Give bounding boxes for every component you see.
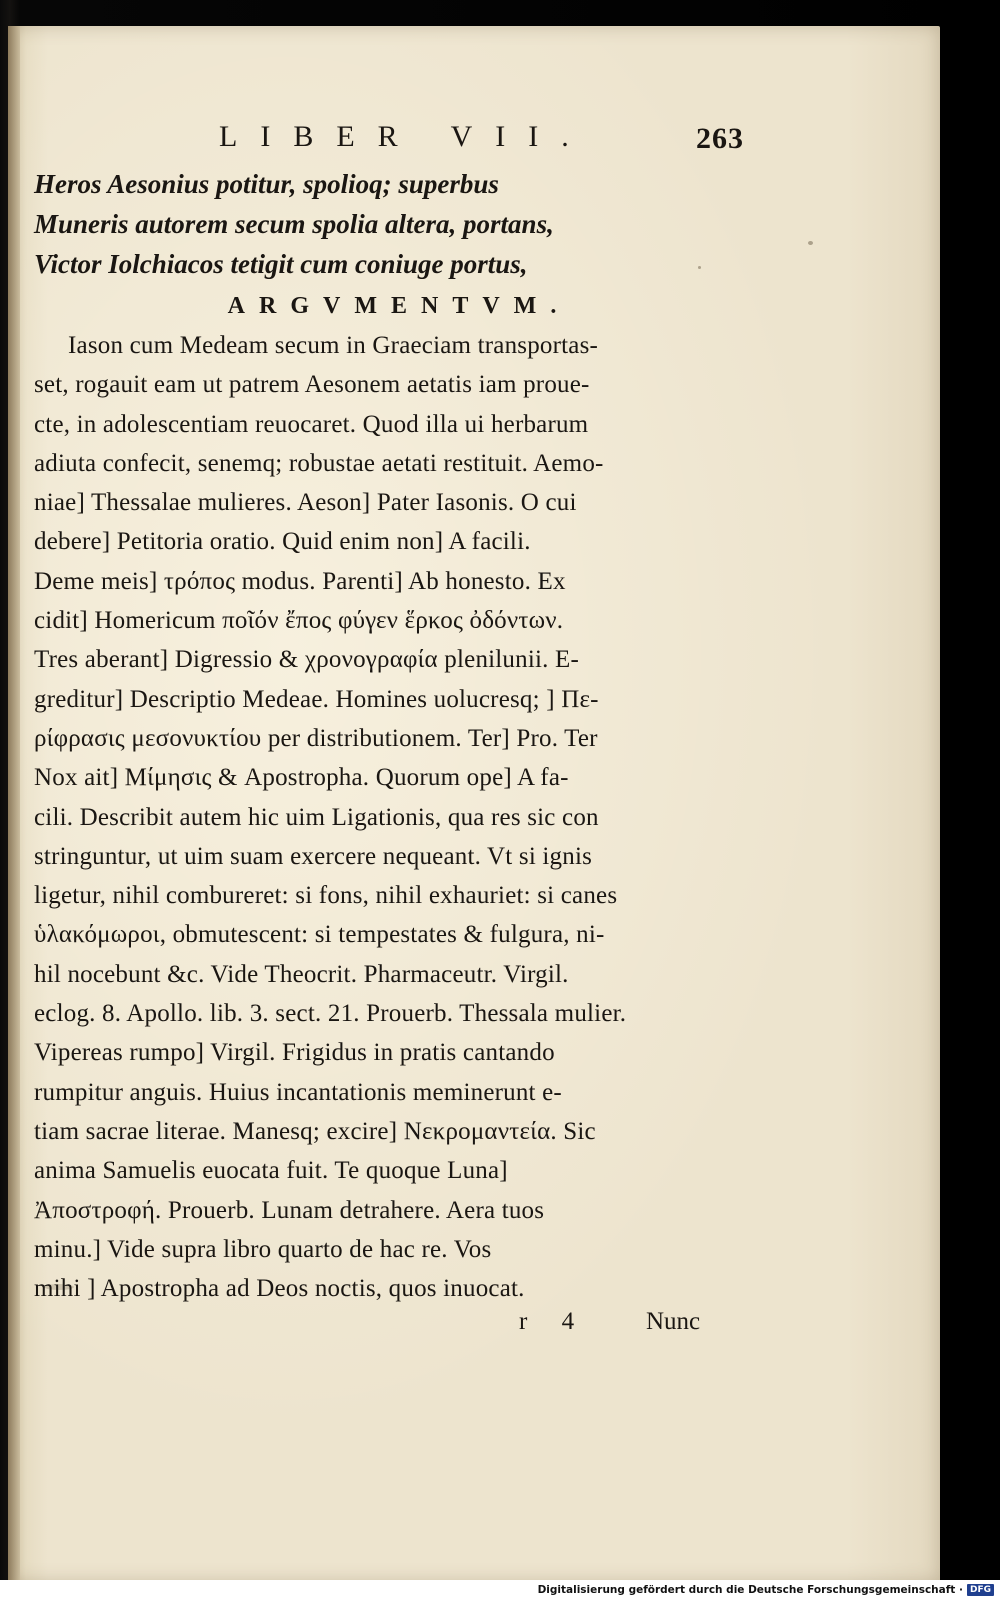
catchword: Nunc [646, 1308, 701, 1336]
prose-line: ρίφρασις μεσονυκτίου per distributionem. Ter] Pro. Ter [34, 724, 598, 752]
prose-line: cidit] Homericum ποῖόν ἔπος φύγεν ἕρκος ὀδόντων. [34, 607, 564, 635]
verse-line: Victor Iolchiacos tetigit cum coniuge portus, [34, 249, 528, 279]
prose-line: Nox ait] Μίμησις & Apostropha. Quorum ope] A fa- [34, 764, 569, 792]
running-head [34, 120, 744, 164]
prose-line: debere] Petitoria oratio. Quid enim non] A facili. [34, 528, 531, 556]
prose-line: greditur] Descriptio Medeae. Homines uolucresq; ] Πε- [34, 685, 599, 713]
prose-line: Ἀποστροφή. Prouerb. Lunam detrahere. Aera tuos [34, 1196, 545, 1224]
book-page [8, 26, 940, 1582]
prose-line: Tres aberant] Digressio & χρονογραφία plenilunii. E- [34, 646, 580, 674]
prose-line: Deme meis] τρόπος modus. Parenti] Ab honesto. Ex [34, 567, 566, 595]
signature-mark: r 4 [519, 1308, 589, 1336]
page-gutter-edge [8, 26, 20, 1582]
prose-line: anima Samuelis euocata fuit. Te quoque Luna] [34, 1157, 508, 1185]
prose-line: tiam sacrae literae. Manesq; excire] Νεκρομαντεία. Sic [34, 1117, 596, 1145]
prose-line: niae] Thessalae mulieres. Aeson] Pater Iasonis. O cui [34, 489, 577, 517]
prose-line: minu.] Vide supra libro quarto de hac re. Vos [34, 1235, 492, 1263]
text-block [34, 120, 744, 1348]
verse-line: Muneris autorem secum spolia altera, portans, [34, 209, 554, 239]
verse-line: Heros Aesonius potitur, spolioq; superbus [34, 169, 499, 199]
prose-line: stringuntur, ut uim suam exercere nequeant. Vt si ignis [34, 842, 593, 870]
digitization-credit-bar [0, 1580, 1000, 1600]
prose-line: Iason cum Medeam secum in Graeciam transportas- [68, 332, 599, 359]
prose-line: eclog. 8. Apollo. lib. 3. sect. 21. Prouerb. Thessala mulier. [34, 1000, 627, 1028]
prose-line: cili. Describit autem hic uim Ligationis, qua res sic con [34, 803, 599, 831]
prose-line: ὑλακόμωροι, obmutescent: si tempestates & fulgura, ni- [34, 921, 605, 949]
page-footer-line [34, 1308, 724, 1348]
dfg-logo: DFG [967, 1584, 994, 1596]
prose-line: Vipereas rumpo] Virgil. Frigidus in pratis cantando [34, 1039, 555, 1067]
digitization-credit: Digitalisierung gefördert durch die Deutsche Forschungsgemeinschaft · [537, 1584, 963, 1596]
running-title: LIBER VII. [219, 120, 592, 153]
prose-line: adiuta confecit, senemq; robustae aetati restituit. Aemo- [34, 449, 604, 477]
paper-speck [808, 241, 813, 245]
commentary-text [34, 326, 724, 1308]
prose-line: mihi ] Apostropha ad Deos noctis, quos inuocat. [34, 1275, 525, 1303]
prose-line: set, rogauit eam ut patrem Aesonem aetatis iam proue- [34, 371, 590, 399]
argumentum-heading: ARGVMENTVM. [227, 293, 571, 319]
prose-line: rumpitur anguis. Huius incantationis meminerunt e- [34, 1078, 562, 1106]
verse-block [34, 164, 724, 284]
prose-line: cte, in adolescentiam reuocaret. Quod illa ui herbarum [34, 410, 589, 438]
prose-line: ligetur, nihil combureret: si fons, nihil exhauriet: si canes [34, 882, 618, 910]
prose-line: hil nocebunt &c. Vide Theocrit. Pharmaceutr. Virgil. [34, 960, 569, 988]
page-number: 263 [696, 122, 744, 155]
